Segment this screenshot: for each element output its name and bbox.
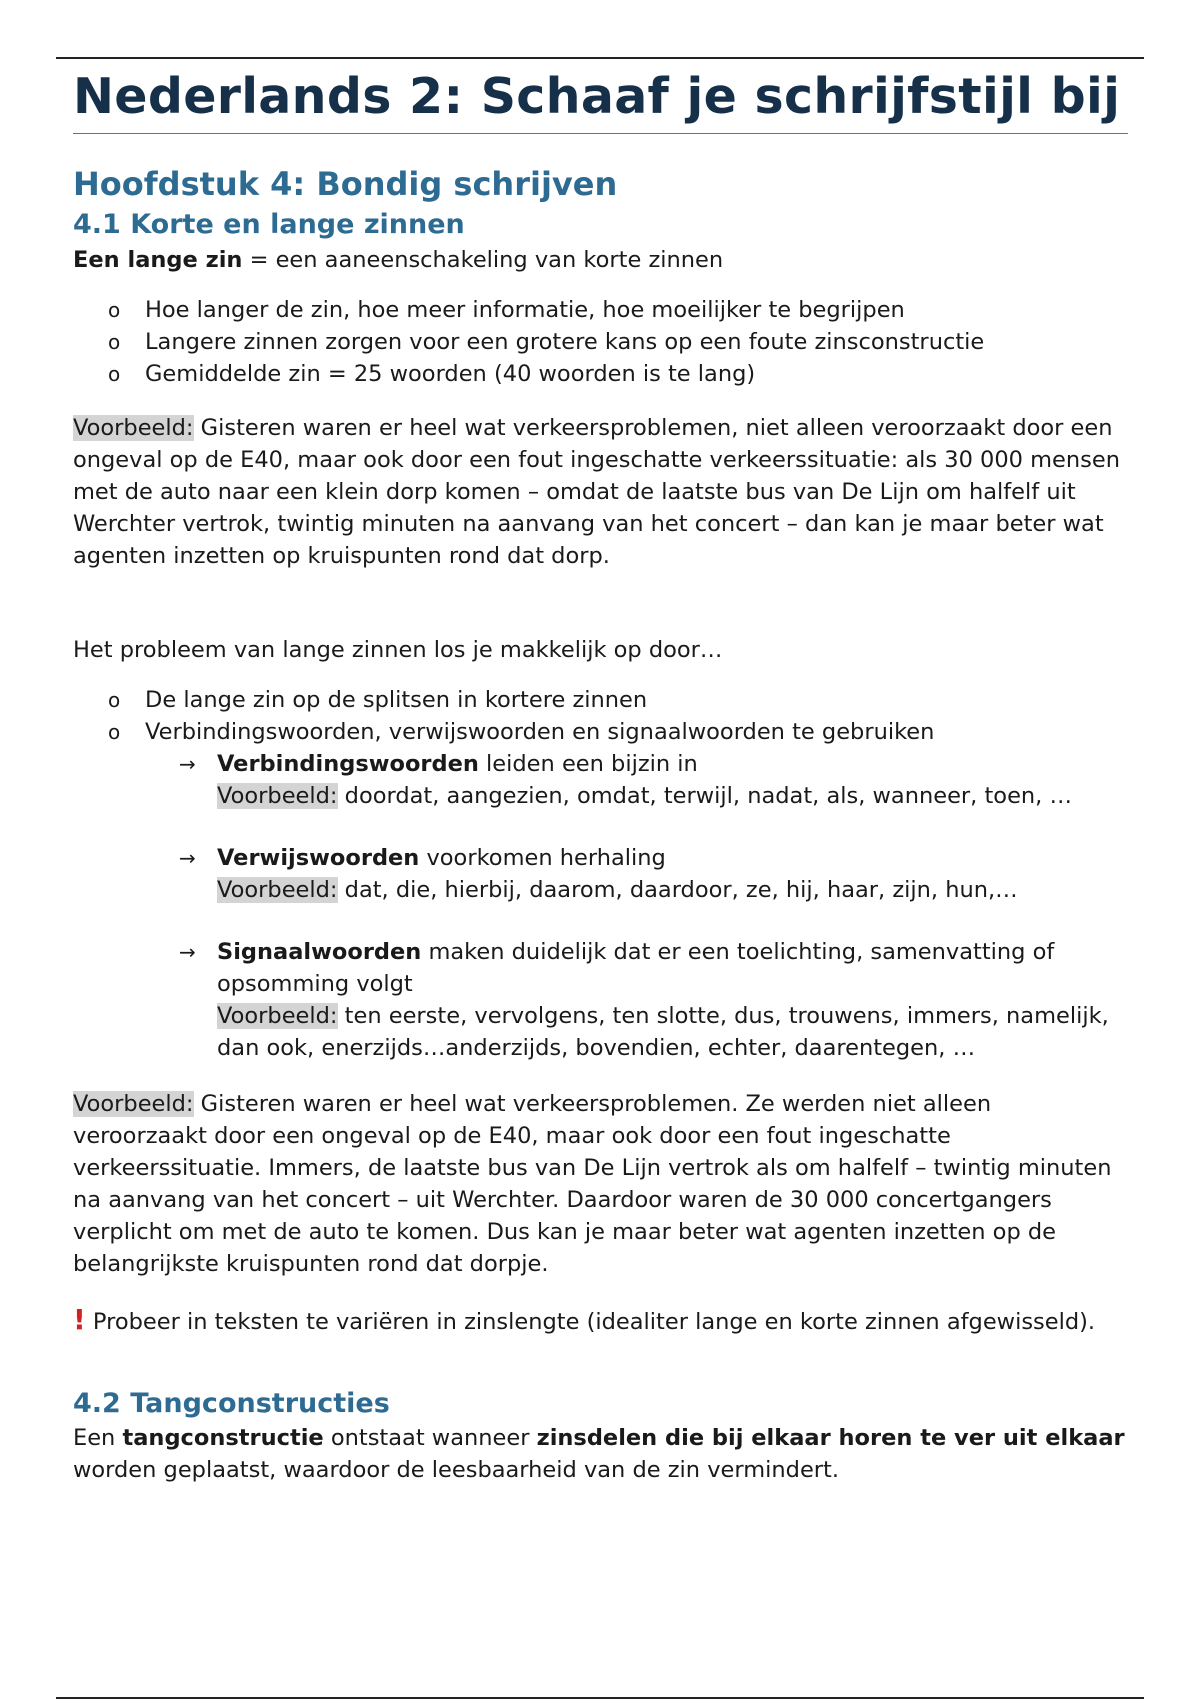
definition-text: = een aaneenschakeling van korte zinnen <box>242 247 724 274</box>
example-label: Voorbeeld: <box>73 415 194 442</box>
list-item <box>108 716 1128 748</box>
tang-paragraph <box>73 1422 1128 1486</box>
list-item-text: Hoe langer de zin, hoe meer informatie, hoe moeilijker te begrijpen <box>145 297 905 324</box>
example-label: Voorbeeld: <box>217 1003 338 1030</box>
bottom-rule <box>56 1697 1144 1699</box>
warning-text: Probeer in teksten te variëren in zinslengte (idealiter lange en korte zinnen afgewisseld). <box>85 1309 1096 1336</box>
bullet-icon: o <box>108 362 121 387</box>
list-item-text: De lange zin op de splitsen in kortere zinnen <box>145 687 648 714</box>
word-type-item <box>179 936 1128 1064</box>
solution-bullets <box>73 684 1128 748</box>
word-type-example: dat, die, hierbij, daarom, daardoor, ze, hij, haar, zijn, hun,… <box>337 877 1018 904</box>
example-text: Gisteren waren er heel wat verkeersproblemen, niet alleen veroorzaakt door een ongeval op de E40, maar ook door een fout ingeschatte verkeerssituatie: als 30 000 mensen met de auto naar een klein dorp komen – omdat de laatste bus van De Lijn om halfelf uit Werchter vertrok, twintig minuten na aanvang van het concert – dan kan je maar beter wat agenten inzetten op kruispunten rond dat dorp. <box>73 415 1120 570</box>
list-item <box>108 294 1128 326</box>
word-type-example: ten eerste, vervolgens, ten slotte, dus, trouwens, immers, namelijk, dan ook, enerzijds…anderzijds, bovendien, echter, daarentegen, … <box>217 1003 1109 1062</box>
exclamation-icon: ! <box>73 1303 86 1337</box>
example-paragraph-2 <box>73 1088 1128 1280</box>
word-type-desc: leiden een bijzin in <box>478 751 698 778</box>
tang-bold-phrase: zinsdelen die bij elkaar horen te ver uit elkaar <box>536 1424 1125 1451</box>
word-type-term: Signaalwoorden <box>217 939 422 966</box>
tang-term: tangconstructie <box>122 1424 324 1451</box>
bullet-icon: o <box>108 720 121 745</box>
long-sentence-bullets <box>73 294 1128 390</box>
chapter-heading: Hoofdstuk 4: Bondig schrijven <box>73 164 618 203</box>
word-type-list <box>73 748 1128 1064</box>
word-type-desc: maken duidelijk dat er een toelichting, samenvatting of opsomming volgt <box>217 939 1055 998</box>
section-heading-4-1: 4.1 Korte en lange zinnen <box>73 209 465 241</box>
arrow-right-icon: → <box>179 846 196 871</box>
document-page <box>73 68 1128 1486</box>
example-paragraph-1 <box>73 412 1128 572</box>
example-label: Voorbeeld: <box>217 877 338 904</box>
arrow-right-icon: → <box>179 752 196 777</box>
example-label: Voorbeeld: <box>73 1091 194 1118</box>
bullet-icon: o <box>108 298 121 323</box>
example-label: Voorbeeld: <box>217 783 338 810</box>
list-item <box>108 358 1128 390</box>
document-title: Nederlands 2: Schaaf je schrijfstijl bij <box>73 68 1128 134</box>
tang-text-end: worden geplaatst, waardoor de leesbaarheid van de zin vermindert. <box>73 1456 840 1483</box>
list-item-text: Gemiddelde zin = 25 woorden (40 woorden is te lang) <box>145 361 756 388</box>
bullet-icon: o <box>108 330 121 355</box>
word-type-example: doordat, aangezien, omdat, terwijl, nadat, als, wanneer, toen, … <box>337 783 1072 810</box>
problem-intro: Het probleem van lange zinnen los je makkelijk op door… <box>73 637 723 664</box>
list-item <box>108 326 1128 358</box>
list-item-text: Langere zinnen zorgen voor een grotere kans op een foute zinsconstructie <box>145 329 985 356</box>
definition-paragraph <box>73 244 1128 276</box>
warning-paragraph <box>73 1304 1128 1338</box>
top-rule <box>56 57 1144 59</box>
section-heading-4-2: 4.2 Tangconstructies <box>73 1388 390 1420</box>
arrow-right-icon: → <box>179 940 196 965</box>
list-item <box>108 684 1128 716</box>
bullet-icon: o <box>108 688 121 713</box>
word-type-desc: voorkomen herhaling <box>419 845 666 872</box>
example-text: Gisteren waren er heel wat verkeersproblemen. Ze werden niet alleen veroorzaakt door een ongeval op de E40, maar ook door een fout ingeschatte verkeerssituatie. Immers, de laatste bus van De Lijn vertrok als om halfelf – twintig minuten na aanvang van het concert – uit Werchter. Daardoor waren de 30 000 concertgangers verplicht om met de auto te komen. Dus kan je maar beter wat agenten inzetten op de belangrijkste kruispunten rond dat dorpje. <box>73 1091 1112 1278</box>
definition-term: Een lange zin <box>73 247 243 274</box>
word-type-item <box>179 842 1128 906</box>
word-type-term: Verwijswoorden <box>217 845 420 872</box>
list-item-text: Verbindingswoorden, verwijswoorden en signaalwoorden te gebruiken <box>145 719 935 746</box>
tang-text-start: Een <box>73 1424 123 1451</box>
word-type-term: Verbindingswoorden <box>217 751 479 778</box>
word-type-item <box>179 748 1128 812</box>
tang-text-mid: ontstaat wanneer <box>323 1424 537 1451</box>
